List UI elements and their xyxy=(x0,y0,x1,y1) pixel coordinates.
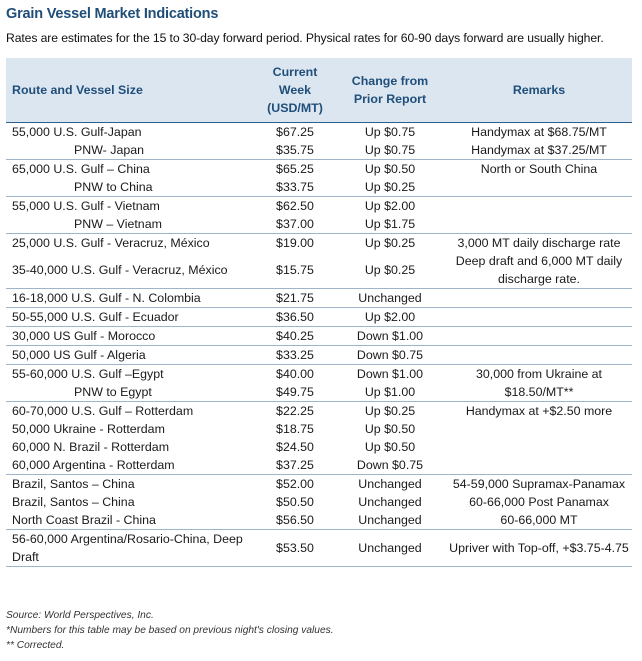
route-cell xyxy=(6,365,256,384)
remark-cell: 60-66,000 MT xyxy=(500,513,578,527)
current-price-cell: $67.25 xyxy=(256,123,334,142)
route-label: PNW to Egypt xyxy=(74,385,152,399)
table-row xyxy=(6,234,632,253)
route-cell xyxy=(6,346,256,365)
header-current-line2: Week xyxy=(278,83,312,97)
route-cell xyxy=(6,456,256,475)
route-cell xyxy=(6,178,256,197)
change-cell: Down $0.75 xyxy=(356,458,424,472)
current-price-cell: $33.25 xyxy=(256,346,334,365)
table-row xyxy=(6,456,632,475)
remark-cell xyxy=(446,456,632,475)
route-label: 60-70,000 U.S. Gulf – Rotterdam xyxy=(12,404,194,418)
current-price-cell: $15.75 xyxy=(276,263,314,277)
table-header-row xyxy=(6,58,632,123)
table-row xyxy=(6,197,632,216)
change-cell: Down $1.00 xyxy=(334,365,446,384)
remark-cell: 3,000 MT daily discharge rate xyxy=(446,234,632,253)
header-change xyxy=(334,58,446,123)
remark-cell xyxy=(446,215,632,234)
route-label: 65,000 U.S. Gulf – China xyxy=(12,162,150,176)
table-row xyxy=(6,475,632,494)
change-cell: Up $0.25 xyxy=(364,263,416,277)
header-current-line3: (USD/MT) xyxy=(267,101,323,115)
table-row xyxy=(6,493,632,511)
remark-cell: Handymax at $37.25/MT xyxy=(471,143,607,157)
remark-cell: 30,000 from Ukraine at $18.50/MT** xyxy=(446,365,632,402)
route-label: 30,000 US Gulf - Morocco xyxy=(12,329,156,343)
route-cell xyxy=(6,308,256,327)
current-price-cell: $53.50 xyxy=(256,530,334,567)
change-cell: Up $2.00 xyxy=(334,197,446,216)
remark-cell xyxy=(446,289,632,308)
remark-cell xyxy=(446,438,632,456)
route-cell xyxy=(6,493,256,511)
route-label: 55-60,000 U.S. Gulf –Egypt xyxy=(12,367,164,381)
route-cell xyxy=(6,530,256,567)
change-cell: Up $0.50 xyxy=(364,440,416,454)
route-label: 56-60,000 Argentina/Rosario-China, Deep Draft xyxy=(12,532,243,564)
remark-cell: Upriver with Top-off, +$3.75-4.75 xyxy=(446,530,632,567)
current-price-cell: $19.00 xyxy=(256,234,334,253)
change-cell: Up $0.25 xyxy=(334,402,446,421)
grain-vessel-rates-table xyxy=(6,58,632,567)
current-price-cell: $40.00 xyxy=(256,365,334,384)
change-cell: Up $2.00 xyxy=(334,308,446,327)
table-row xyxy=(6,346,632,365)
remark-cell: Handymax at $68.75/MT xyxy=(446,123,632,142)
route-label: 55,000 U.S. Gulf-Japan xyxy=(12,125,142,139)
current-price-cell: $37.25 xyxy=(276,458,314,472)
current-price-cell: $24.50 xyxy=(276,440,314,454)
current-price-cell: $40.25 xyxy=(256,327,334,346)
route-label: PNW to China xyxy=(74,180,153,194)
route-cell xyxy=(6,215,256,234)
route-label: 35-40,000 U.S. Gulf - Veracruz, México xyxy=(12,263,228,277)
current-price-cell: $56.50 xyxy=(276,513,314,527)
table-row xyxy=(6,511,632,530)
route-label: 16-18,000 U.S. Gulf - N. Colombia xyxy=(12,291,201,305)
current-price-cell: $22.25 xyxy=(256,402,334,421)
current-price-cell: $50.50 xyxy=(276,495,314,509)
header-change-line1: Change from xyxy=(351,74,429,88)
table-row xyxy=(6,438,632,456)
table-row xyxy=(6,402,632,421)
route-label: 50-55,000 U.S. Gulf - Ecuador xyxy=(12,310,179,324)
route-cell xyxy=(6,289,256,308)
change-cell: Unchanged xyxy=(334,475,446,494)
route-label: PNW- Japan xyxy=(74,143,145,157)
change-cell: Up $0.50 xyxy=(334,160,446,179)
current-price-cell: $21.75 xyxy=(256,289,334,308)
route-cell xyxy=(6,383,256,402)
change-cell: Up $1.00 xyxy=(364,385,416,399)
route-label: 60,000 N. Brazil - Rotterdam xyxy=(12,440,170,454)
footnote-corrected: ** Corrected. xyxy=(6,640,65,651)
route-cell xyxy=(6,197,256,216)
remark-cell xyxy=(446,308,632,327)
remark-cell xyxy=(446,346,632,365)
page-subtitle: Rates are estimates for the 15 to 30-day forward period. Physical rates for 60-90 days forward are usually higher. xyxy=(6,31,604,45)
footnotes xyxy=(6,608,334,653)
route-cell xyxy=(6,123,256,142)
page-title: Grain Vessel Market Indications xyxy=(6,6,219,22)
remark-cell xyxy=(446,197,632,216)
footnote-closing-values: *Numbers for this table may be based on previous night's closing values. xyxy=(6,625,334,636)
change-cell: Up $0.75 xyxy=(364,143,416,157)
current-price-cell: $18.75 xyxy=(276,422,314,436)
remark-cell: North or South China xyxy=(446,160,632,197)
route-label: Brazil, Santos – China xyxy=(12,477,135,491)
change-cell: Unchanged xyxy=(334,289,446,308)
current-price-cell: $37.00 xyxy=(276,217,314,231)
current-price-cell: $49.75 xyxy=(276,385,314,399)
table-row xyxy=(6,123,632,142)
change-cell: Down $1.00 xyxy=(334,327,446,346)
route-cell xyxy=(6,252,256,289)
header-current-week xyxy=(256,58,334,123)
current-price-cell: $33.75 xyxy=(276,180,314,194)
route-cell xyxy=(6,160,256,179)
route-label: Brazil, Santos – China xyxy=(12,495,135,509)
table-row xyxy=(6,308,632,327)
route-label: 25,000 U.S. Gulf - Veracruz, México xyxy=(12,236,210,250)
route-label: 50,000 Ukraine - Rotterdam xyxy=(12,422,165,436)
route-label: North Coast Brazil - China xyxy=(12,513,156,527)
table-row xyxy=(6,420,632,438)
table-row xyxy=(6,252,632,289)
change-cell: Unchanged xyxy=(358,513,422,527)
header-route: Route and Vessel Size xyxy=(6,58,256,123)
table-body xyxy=(6,123,632,567)
remark-cell: Handymax at +$2.50 more xyxy=(446,402,632,421)
route-cell xyxy=(6,511,256,530)
table-row xyxy=(6,327,632,346)
header-change-line2: Prior Report xyxy=(353,92,427,106)
route-label: 55,000 U.S. Gulf - Vietnam xyxy=(12,199,160,213)
route-cell xyxy=(6,438,256,456)
route-label: PNW – Vietnam xyxy=(74,217,162,231)
change-cell: Unchanged xyxy=(358,495,422,509)
change-cell: Unchanged xyxy=(334,530,446,567)
current-price-cell: $65.25 xyxy=(256,160,334,179)
table-row xyxy=(6,141,632,160)
route-label: 60,000 Argentina - Rotterdam xyxy=(12,458,175,472)
table-row xyxy=(6,160,632,179)
change-cell: Down $0.75 xyxy=(334,346,446,365)
current-price-cell: $36.50 xyxy=(256,308,334,327)
route-cell xyxy=(6,420,256,438)
route-cell xyxy=(6,327,256,346)
remark-cell: 60-66,000 Post Panamax xyxy=(469,495,609,509)
header-current-line1: Current xyxy=(272,65,318,79)
remark-cell: Deep draft and 6,000 MT daily discharge rate. xyxy=(455,254,623,286)
change-cell: Up $0.50 xyxy=(364,422,416,436)
change-cell: Up $1.75 xyxy=(364,217,416,231)
route-cell xyxy=(6,475,256,494)
footnote-source: Source: World Perspectives, Inc. xyxy=(6,610,154,621)
current-price-cell: $35.75 xyxy=(276,143,314,157)
route-label: 50,000 US Gulf - Algeria xyxy=(12,348,146,362)
table-row xyxy=(6,530,632,567)
header-remarks: Remarks xyxy=(446,58,632,123)
remark-cell: 54-59,000 Supramax-Panamax xyxy=(446,475,632,494)
route-cell xyxy=(6,402,256,421)
route-cell xyxy=(6,141,256,160)
table-row xyxy=(6,215,632,234)
change-cell: Up $0.25 xyxy=(334,234,446,253)
route-cell xyxy=(6,234,256,253)
table-row xyxy=(6,289,632,308)
change-cell: Up $0.75 xyxy=(334,123,446,142)
remark-cell xyxy=(446,420,632,438)
current-price-cell: $62.50 xyxy=(256,197,334,216)
remark-cell xyxy=(446,327,632,346)
current-price-cell: $52.00 xyxy=(256,475,334,494)
change-cell: Up $0.25 xyxy=(364,180,416,194)
table-row xyxy=(6,365,632,384)
